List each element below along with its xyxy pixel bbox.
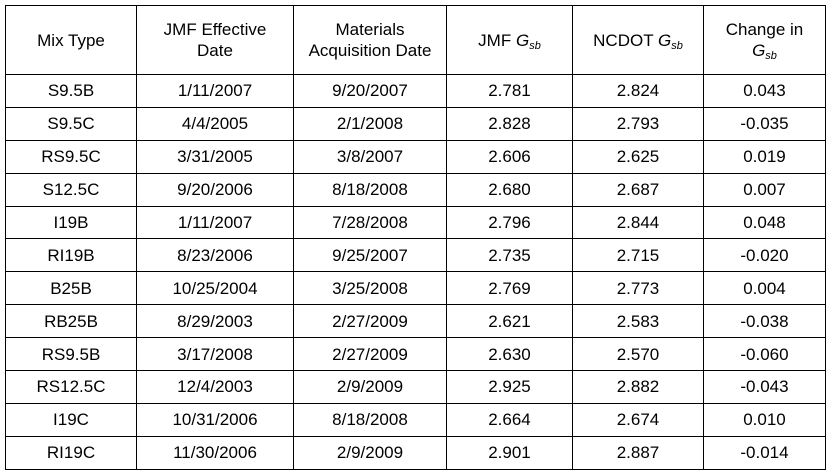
cell-jmf-gsb: 2.828	[447, 107, 573, 140]
cell-jmf-date: 3/31/2005	[137, 140, 294, 173]
table-row	[6, 371, 826, 404]
cell-jmf-date: 12/4/2003	[137, 371, 294, 404]
cell-mix-type: S9.5C	[6, 107, 137, 140]
cell-change: 0.043	[704, 75, 826, 108]
header-materials-acquisition-date	[294, 6, 447, 75]
cell-jmf-date: 10/25/2004	[137, 272, 294, 305]
cell-acq-date: 7/28/2008	[294, 206, 447, 239]
header-change-in-gsb	[704, 6, 826, 75]
header-change-gsb-symbol	[706, 40, 823, 61]
cell-acq-date: 3/25/2008	[294, 272, 447, 305]
table-row	[6, 206, 826, 239]
cell-jmf-gsb: 2.664	[447, 403, 573, 436]
cell-ncdot-gsb: 2.773	[573, 272, 704, 305]
cell-ncdot-gsb: 2.715	[573, 239, 704, 272]
header-mix-type-label: Mix Type	[37, 30, 105, 50]
cell-change: 0.004	[704, 272, 826, 305]
table-row	[6, 75, 826, 108]
header-row	[6, 6, 826, 75]
sb-subscript: sb	[529, 39, 541, 52]
header-ncdot-gsb-prefix: NCDOT	[593, 30, 658, 50]
cell-acq-date: 8/18/2008	[294, 403, 447, 436]
cell-ncdot-gsb: 2.625	[573, 140, 704, 173]
cell-jmf-date: 1/11/2007	[137, 75, 294, 108]
cell-change: -0.035	[704, 107, 826, 140]
header-jmf-effective-date	[137, 6, 294, 75]
cell-mix-type: I19C	[6, 403, 137, 436]
header-acq-line2: Acquisition Date	[308, 41, 432, 60]
cell-jmf-gsb: 2.621	[447, 305, 573, 338]
gsb-comparison-table	[5, 5, 826, 470]
cell-mix-type: S9.5B	[6, 75, 137, 108]
cell-change: -0.020	[704, 239, 826, 272]
header-change-line1: Change in	[725, 20, 804, 39]
cell-acq-date: 2/1/2008	[294, 107, 447, 140]
cell-change: -0.043	[704, 371, 826, 404]
cell-change: 0.048	[704, 206, 826, 239]
cell-jmf-date: 11/30/2006	[137, 436, 294, 469]
cell-jmf-date: 4/4/2005	[137, 107, 294, 140]
cell-change: 0.007	[704, 173, 826, 206]
cell-change: -0.038	[704, 305, 826, 338]
cell-jmf-date: 3/17/2008	[137, 338, 294, 371]
table-row	[6, 140, 826, 173]
table-row	[6, 436, 826, 469]
header-acq-line1: Materials	[335, 20, 405, 39]
table-row	[6, 173, 826, 206]
header-jmf-gsb-symbol	[516, 31, 541, 50]
sb-subscript: sb	[765, 50, 777, 62]
cell-mix-type: RS9.5C	[6, 140, 137, 173]
cell-mix-type: B25B	[6, 272, 137, 305]
cell-mix-type: RB25B	[6, 305, 137, 338]
cell-jmf-gsb: 2.796	[447, 206, 573, 239]
cell-jmf-gsb: 2.735	[447, 239, 573, 272]
cell-mix-type: RS9.5B	[6, 338, 137, 371]
table-row	[6, 272, 826, 305]
cell-acq-date: 9/25/2007	[294, 239, 447, 272]
cell-acq-date: 2/9/2009	[294, 436, 447, 469]
cell-jmf-date: 8/29/2003	[137, 305, 294, 338]
cell-jmf-gsb: 2.680	[447, 173, 573, 206]
header-ncdot-gsb	[573, 6, 704, 75]
header-jmf-gsb-prefix: JMF	[478, 30, 516, 50]
header-jmf-date-line2: Date	[197, 41, 233, 60]
table-row	[6, 403, 826, 436]
cell-ncdot-gsb: 2.882	[573, 371, 704, 404]
sb-subscript: sb	[671, 39, 683, 52]
g-letter: G	[752, 41, 766, 60]
cell-change: 0.019	[704, 140, 826, 173]
table-row	[6, 107, 826, 140]
cell-mix-type: RS12.5C	[6, 371, 137, 404]
table-row	[6, 338, 826, 371]
cell-jmf-date: 10/31/2006	[137, 403, 294, 436]
cell-mix-type: RI19B	[6, 239, 137, 272]
header-ncdot-gsb-symbol	[658, 31, 683, 50]
cell-acq-date: 8/18/2008	[294, 173, 447, 206]
table-row	[6, 305, 826, 338]
cell-jmf-date: 9/20/2006	[137, 173, 294, 206]
g-letter: G	[515, 30, 530, 50]
cell-mix-type: RI19C	[6, 436, 137, 469]
cell-jmf-gsb: 2.606	[447, 140, 573, 173]
table-row	[6, 239, 826, 272]
header-jmf-gsb	[447, 6, 573, 75]
cell-jmf-gsb: 2.901	[447, 436, 573, 469]
cell-jmf-gsb: 2.769	[447, 272, 573, 305]
cell-jmf-gsb: 2.781	[447, 75, 573, 108]
cell-ncdot-gsb: 2.687	[573, 173, 704, 206]
cell-ncdot-gsb: 2.793	[573, 107, 704, 140]
cell-jmf-date: 8/23/2006	[137, 239, 294, 272]
header-mix-type	[6, 6, 137, 75]
cell-acq-date: 2/9/2009	[294, 371, 447, 404]
cell-ncdot-gsb: 2.583	[573, 305, 704, 338]
cell-ncdot-gsb: 2.570	[573, 338, 704, 371]
cell-ncdot-gsb: 2.674	[573, 403, 704, 436]
table-body	[6, 75, 826, 470]
cell-jmf-gsb: 2.925	[447, 371, 573, 404]
header-jmf-date-line1: JMF Effective	[163, 20, 267, 39]
cell-acq-date: 3/8/2007	[294, 140, 447, 173]
cell-acq-date: 9/20/2007	[294, 75, 447, 108]
cell-change: -0.060	[704, 338, 826, 371]
cell-change: -0.014	[704, 436, 826, 469]
cell-jmf-date: 1/11/2007	[137, 206, 294, 239]
cell-ncdot-gsb: 2.887	[573, 436, 704, 469]
cell-jmf-gsb: 2.630	[447, 338, 573, 371]
g-letter: G	[658, 30, 672, 50]
cell-ncdot-gsb: 2.824	[573, 75, 704, 108]
cell-acq-date: 2/27/2009	[294, 338, 447, 371]
cell-ncdot-gsb: 2.844	[573, 206, 704, 239]
cell-change: 0.010	[704, 403, 826, 436]
cell-mix-type: I19B	[6, 206, 137, 239]
cell-acq-date: 2/27/2009	[294, 305, 447, 338]
cell-mix-type: S12.5C	[6, 173, 137, 206]
